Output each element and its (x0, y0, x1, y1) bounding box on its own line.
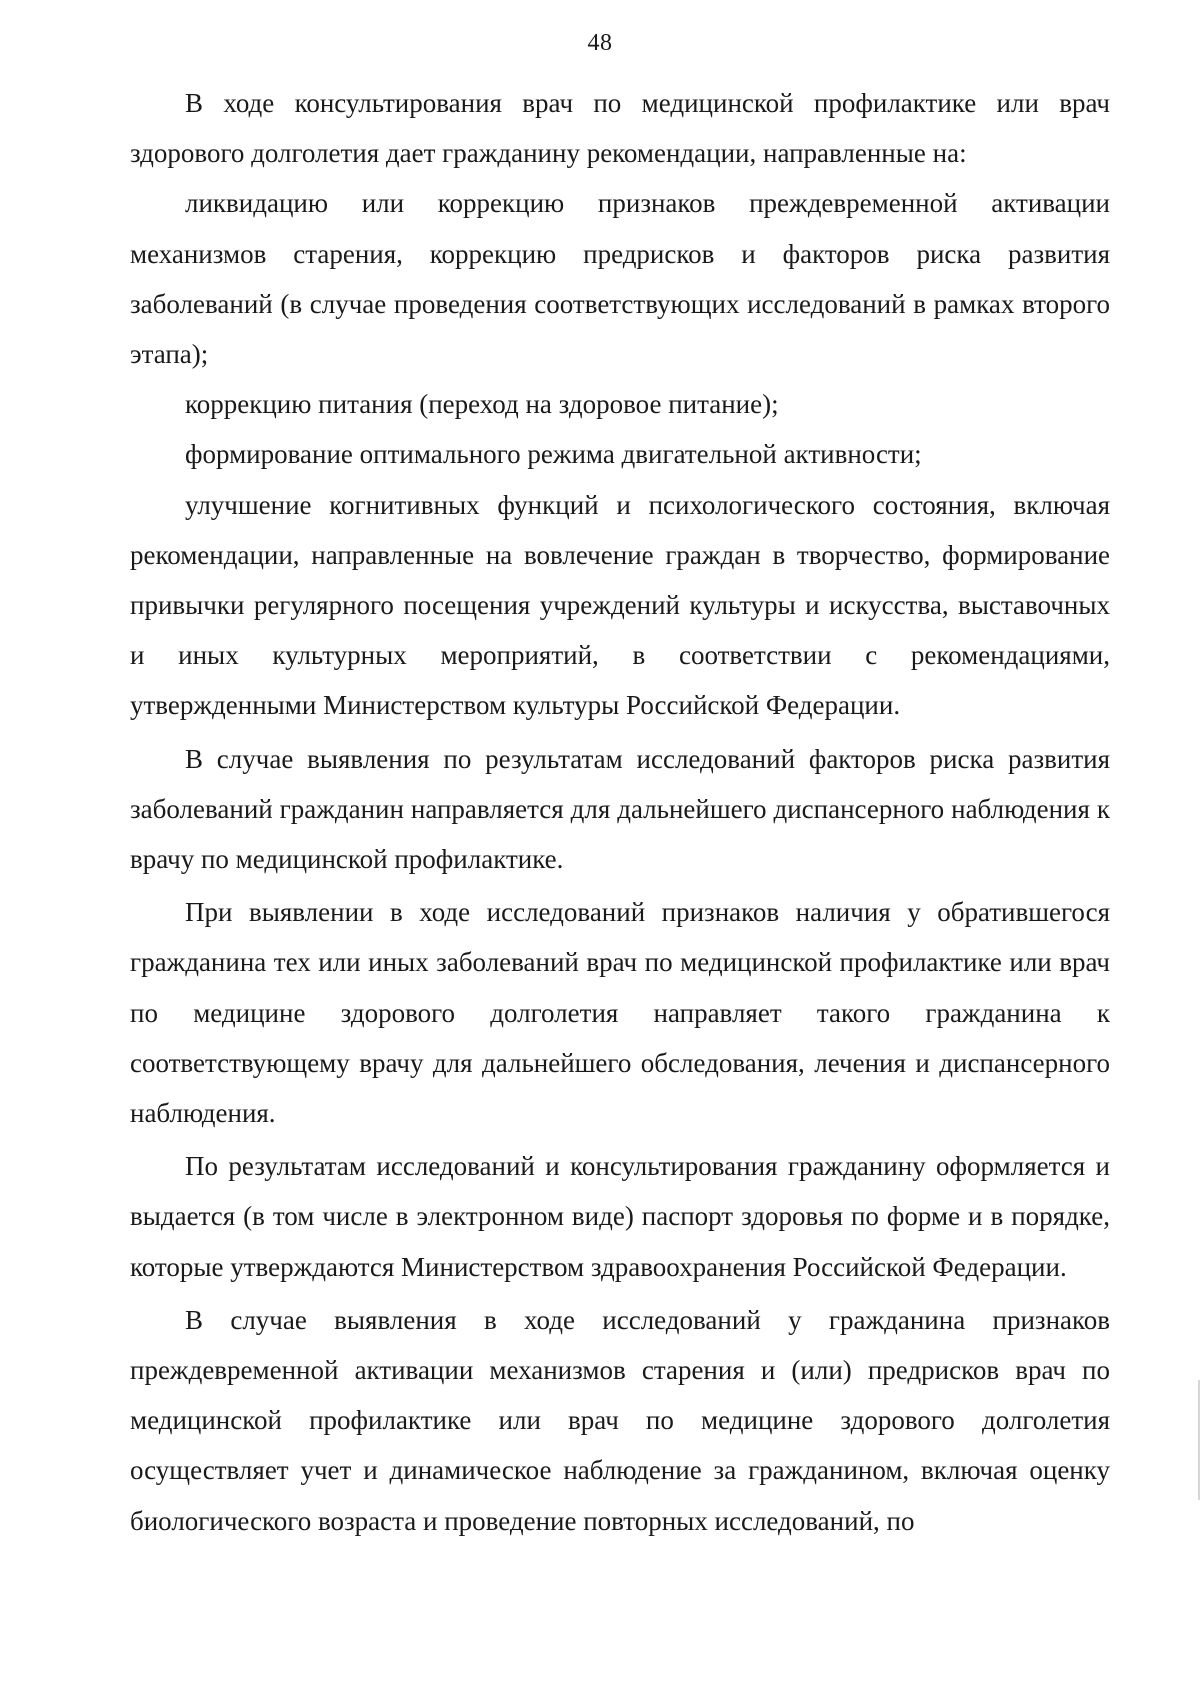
paragraph-risk-factors: В случае выявления по результатам исследований факторов риска развития заболеваний гражданин направляется для дальнейшего диспансерного наблюдения к врачу по медицинской профилактике. (130, 743, 1110, 875)
paragraph-diseases-referral: При выявлении в ходе исследований признаков наличия у обратившегося гражданина тех или иных заболеваний врач по медицинской профилактике или врач по медицине здорового долголетия направляет такого гражданина к соответствующему врачу для дальнейшего обследования, лечения и диспансерного наблюдения. (130, 897, 1110, 1129)
page-number: 48 (587, 30, 613, 56)
paragraph-nutrition: коррекцию питания (переход на здоровое питание); (185, 389, 779, 420)
paragraph-physical-activity: формирование оптимального режима двигательной активности; (185, 439, 922, 470)
paragraph-consultation-intro: В ходе консультирования врач по медицинской профилактике или врач здорового долголетия дает гражданину рекомендации, направленные на: (130, 88, 1110, 169)
document-body (130, 78, 1110, 1546)
paragraph-cognitive: улучшение когнитивных функций и психологического состояния, включая рекомендации, направленные на вовлечение граждан в творчество, формирование привычки регулярного посещения учреждений культуры и искусства, выставочных и иных культурных мероприятий, в соответствии с рекомендациями, утвержденными Министерством культуры Российской Федерации. (130, 489, 1110, 721)
paragraph-aging-monitoring: В случае выявления в ходе исследований у гражданина признаков преждевременной активации механизмов старения и (или) предрисков врач по медицинской профилактике или врач по медицине здорового долголетия осуществляет учет и динамическое наблюдение за гражданином, включая оценку биологического возраста и проведение повторных исследований, по (130, 1304, 1110, 1536)
paragraph-aging-correction: ликвидацию или коррекцию признаков преждевременной активации механизмов старения, коррекцию предрисков и факторов риска развития заболеваний (в случае проведения соответствующих исследований в рамках второго этапа); (130, 188, 1110, 370)
paragraph-health-passport: По результатам исследований и консультирования гражданину оформляется и выдается (в том числе в электронном виде) паспорт здоровья по форме и в порядке, которые утверждаются Министерством здравоохранения Российской Федерации. (130, 1151, 1110, 1282)
